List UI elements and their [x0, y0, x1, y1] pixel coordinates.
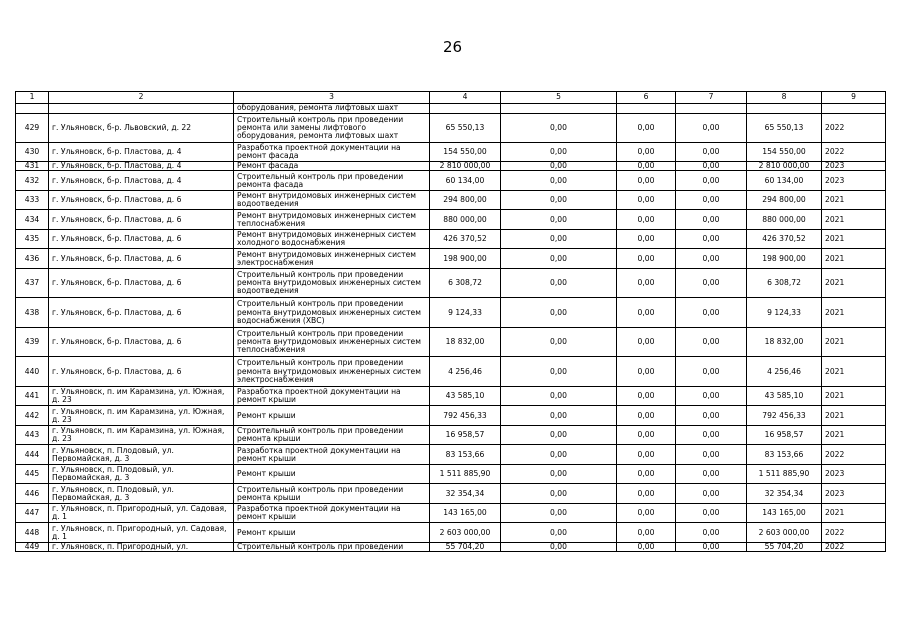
total-cost-cell: 792 456,33 [430, 406, 501, 426]
total-cost-cell: 55 704,20 [430, 543, 501, 552]
regional-budget-cell: 0,00 [617, 114, 676, 143]
table-row [16, 191, 886, 210]
regional-budget-cell: 0,00 [617, 143, 676, 162]
total-cost-cell: 32 354,34 [430, 484, 501, 504]
address-cell: г. Ульяновск, б-р. Пластова, д. 6 [49, 191, 234, 210]
year-cell: 2021 [822, 387, 886, 406]
continuation-row [16, 104, 886, 114]
fund-cell: 0,00 [501, 269, 617, 298]
fund-cell: 0,00 [501, 171, 617, 191]
row-number: 441 [16, 387, 49, 406]
local-budget-cell: 0,00 [676, 143, 747, 162]
owners-funds-cell: 154 550,00 [747, 143, 822, 162]
table-row [16, 171, 886, 191]
row-number: 429 [16, 114, 49, 143]
owners-funds-cell: 83 153,66 [747, 445, 822, 465]
work-type-cell: Строительный контроль при проведении ремонта внутридомовых инженерных систем водоотведения [234, 269, 430, 298]
year-cell: 2021 [822, 298, 886, 328]
table-row [16, 445, 886, 465]
table-row [16, 143, 886, 162]
work-type-cell: Ремонт внутридомовых инженерных систем водоотведения [234, 191, 430, 210]
address-cell: г. Ульяновск, б-р. Пластова, д. 4 [49, 171, 234, 191]
continuation-cell-8 [747, 104, 822, 114]
work-type-cell: Ремонт крыши [234, 523, 430, 543]
continuation-cell-5 [501, 104, 617, 114]
work-type-cell: Строительный контроль при проведении ремонта внутридомовых инженерных систем теплоснабжения [234, 328, 430, 357]
total-cost-cell: 880 000,00 [430, 210, 501, 230]
table-body [16, 104, 886, 552]
address-cell: г. Ульяновск, п. Плодовый, ул. Первомайская, д. 3 [49, 445, 234, 465]
address-cell: г. Ульяновск, п. им Карамзина, ул. Южная, д. 23 [49, 426, 234, 445]
column-header-8: 8 [747, 92, 822, 104]
year-cell: 2021 [822, 504, 886, 523]
owners-funds-cell: 18 832,00 [747, 328, 822, 357]
address-cell: г. Ульяновск, б-р. Пластова, д. 6 [49, 210, 234, 230]
owners-funds-cell: 792 456,33 [747, 406, 822, 426]
work-type-cell: Разработка проектной документации на ремонт фасада [234, 143, 430, 162]
year-cell: 2021 [822, 328, 886, 357]
year-cell: 2021 [822, 230, 886, 249]
address-cell: г. Ульяновск, б-р. Пластова, д. 6 [49, 249, 234, 269]
fund-cell: 0,00 [501, 465, 617, 484]
table-row [16, 465, 886, 484]
row-number: 433 [16, 191, 49, 210]
year-cell: 2021 [822, 191, 886, 210]
work-type-cell: Ремонт внутридомовых инженерных систем электроснабжения [234, 249, 430, 269]
row-number: 446 [16, 484, 49, 504]
table-row [16, 269, 886, 298]
local-budget-cell: 0,00 [676, 298, 747, 328]
address-cell: г. Ульяновск, б-р. Львовский, д. 22 [49, 114, 234, 143]
total-cost-cell: 16 958,57 [430, 426, 501, 445]
work-type-cell: Строительный контроль при проведении ремонта фасада [234, 171, 430, 191]
fund-cell: 0,00 [501, 191, 617, 210]
year-cell: 2021 [822, 357, 886, 387]
regional-budget-cell: 0,00 [617, 249, 676, 269]
table-row [16, 543, 886, 552]
owners-funds-cell: 4 256,46 [747, 357, 822, 387]
regional-budget-cell: 0,00 [617, 523, 676, 543]
owners-funds-cell: 65 550,13 [747, 114, 822, 143]
work-type-cell: Строительный контроль при проведении [234, 543, 430, 552]
owners-funds-cell: 32 354,34 [747, 484, 822, 504]
local-budget-cell: 0,00 [676, 406, 747, 426]
total-cost-cell: 43 585,10 [430, 387, 501, 406]
local-budget-cell: 0,00 [676, 328, 747, 357]
regional-budget-cell: 0,00 [617, 387, 676, 406]
regional-budget-cell: 0,00 [617, 543, 676, 552]
address-cell: г. Ульяновск, п. им Карамзина, ул. Южная, д. 23 [49, 387, 234, 406]
table-row [16, 504, 886, 523]
row-number: 432 [16, 171, 49, 191]
work-type-cell: Строительный контроль при проведении ремонта крыши [234, 426, 430, 445]
fund-cell: 0,00 [501, 162, 617, 171]
regional-budget-cell: 0,00 [617, 269, 676, 298]
column-header-7: 7 [676, 92, 747, 104]
local-budget-cell: 0,00 [676, 269, 747, 298]
table-row [16, 249, 886, 269]
table-row [16, 357, 886, 387]
row-number: 440 [16, 357, 49, 387]
table-row [16, 523, 886, 543]
row-number: 439 [16, 328, 49, 357]
table-row [16, 484, 886, 504]
regional-budget-cell: 0,00 [617, 298, 676, 328]
fund-cell: 0,00 [501, 406, 617, 426]
fund-cell: 0,00 [501, 143, 617, 162]
total-cost-cell: 65 550,13 [430, 114, 501, 143]
total-cost-cell: 426 370,52 [430, 230, 501, 249]
owners-funds-cell: 426 370,52 [747, 230, 822, 249]
table-row [16, 230, 886, 249]
local-budget-cell: 0,00 [676, 114, 747, 143]
fund-cell: 0,00 [501, 357, 617, 387]
total-cost-cell: 198 900,00 [430, 249, 501, 269]
work-type-cell: Ремонт внутридомовых инженерных систем холодного водоснабжения [234, 230, 430, 249]
table-header [16, 92, 886, 104]
local-budget-cell: 0,00 [676, 357, 747, 387]
total-cost-cell: 143 165,00 [430, 504, 501, 523]
regional-budget-cell: 0,00 [617, 357, 676, 387]
column-header-4: 4 [430, 92, 501, 104]
table-row [16, 328, 886, 357]
row-number: 443 [16, 426, 49, 445]
work-type-cell: Ремонт крыши [234, 465, 430, 484]
total-cost-cell: 1 511 885,90 [430, 465, 501, 484]
address-cell: г. Ульяновск, б-р. Пластова, д. 4 [49, 143, 234, 162]
column-header-9: 9 [822, 92, 886, 104]
local-budget-cell: 0,00 [676, 445, 747, 465]
address-cell: г. Ульяновск, б-р. Пластова, д. 6 [49, 328, 234, 357]
owners-funds-cell: 16 958,57 [747, 426, 822, 445]
owners-funds-cell: 1 511 885,90 [747, 465, 822, 484]
column-header-1: 1 [16, 92, 49, 104]
row-number: 430 [16, 143, 49, 162]
regional-budget-cell: 0,00 [617, 465, 676, 484]
table-row [16, 406, 886, 426]
total-cost-cell: 6 308,72 [430, 269, 501, 298]
regional-budget-cell: 0,00 [617, 230, 676, 249]
local-budget-cell: 0,00 [676, 504, 747, 523]
total-cost-cell: 9 124,33 [430, 298, 501, 328]
address-cell: г. Ульяновск, б-р. Пластова, д. 6 [49, 230, 234, 249]
row-number: 442 [16, 406, 49, 426]
table-row [16, 387, 886, 406]
local-budget-cell: 0,00 [676, 210, 747, 230]
fund-cell: 0,00 [501, 543, 617, 552]
table-row [16, 162, 886, 171]
address-cell: г. Ульяновск, п. Пригородный, ул. [49, 543, 234, 552]
work-type-cell: Ремонт крыши [234, 406, 430, 426]
address-cell: г. Ульяновск, п. Пригородный, ул. Садовая, д. 1 [49, 523, 234, 543]
total-cost-cell: 2 810 000,00 [430, 162, 501, 171]
work-type-cell: Ремонт фасада [234, 162, 430, 171]
owners-funds-cell: 880 000,00 [747, 210, 822, 230]
column-header-6: 6 [617, 92, 676, 104]
local-budget-cell: 0,00 [676, 426, 747, 445]
owners-funds-cell: 60 134,00 [747, 171, 822, 191]
owners-funds-cell: 55 704,20 [747, 543, 822, 552]
fund-cell: 0,00 [501, 445, 617, 465]
year-cell: 2022 [822, 445, 886, 465]
year-cell: 2023 [822, 484, 886, 504]
regional-budget-cell: 0,00 [617, 426, 676, 445]
year-cell: 2021 [822, 210, 886, 230]
continuation-work-text: оборудования, ремонта лифтовых шахт [234, 104, 430, 114]
table-row [16, 210, 886, 230]
local-budget-cell: 0,00 [676, 387, 747, 406]
year-cell: 2022 [822, 543, 886, 552]
owners-funds-cell: 198 900,00 [747, 249, 822, 269]
row-number: 447 [16, 504, 49, 523]
owners-funds-cell: 6 308,72 [747, 269, 822, 298]
year-cell: 2021 [822, 249, 886, 269]
table-row [16, 114, 886, 143]
year-cell: 2022 [822, 114, 886, 143]
address-cell: г. Ульяновск, п. Плодовый, ул. Первомайская, д. 3 [49, 465, 234, 484]
owners-funds-cell: 2 810 000,00 [747, 162, 822, 171]
column-header-3: 3 [234, 92, 430, 104]
work-type-cell: Строительный контроль при проведении ремонта крыши [234, 484, 430, 504]
local-budget-cell: 0,00 [676, 523, 747, 543]
address-cell: г. Ульяновск, п. Плодовый, ул. Первомайская, д. 3 [49, 484, 234, 504]
row-number: 448 [16, 523, 49, 543]
fund-cell: 0,00 [501, 230, 617, 249]
local-budget-cell: 0,00 [676, 191, 747, 210]
owners-funds-cell: 9 124,33 [747, 298, 822, 328]
local-budget-cell: 0,00 [676, 162, 747, 171]
year-cell: 2021 [822, 426, 886, 445]
row-number: 445 [16, 465, 49, 484]
table-row [16, 426, 886, 445]
header-row [16, 92, 886, 104]
address-cell: г. Ульяновск, б-р. Пластова, д. 6 [49, 269, 234, 298]
year-cell: 2022 [822, 143, 886, 162]
total-cost-cell: 2 603 000,00 [430, 523, 501, 543]
local-budget-cell: 0,00 [676, 543, 747, 552]
address-cell: г. Ульяновск, б-р. Пластова, д. 4 [49, 162, 234, 171]
year-cell: 2023 [822, 465, 886, 484]
regional-budget-cell: 0,00 [617, 406, 676, 426]
work-type-cell: Строительный контроль при проведении ремонта или замены лифтового оборудования, ремонта лифтовых шахт [234, 114, 430, 143]
year-cell: 2023 [822, 162, 886, 171]
row-number: 444 [16, 445, 49, 465]
column-header-5: 5 [501, 92, 617, 104]
total-cost-cell: 154 550,00 [430, 143, 501, 162]
fund-cell: 0,00 [501, 328, 617, 357]
year-cell: 2021 [822, 406, 886, 426]
owners-funds-cell: 2 603 000,00 [747, 523, 822, 543]
continuation-cell-9 [822, 104, 886, 114]
total-cost-cell: 60 134,00 [430, 171, 501, 191]
local-budget-cell: 0,00 [676, 465, 747, 484]
row-number: 435 [16, 230, 49, 249]
row-number: 438 [16, 298, 49, 328]
page-number: 26 [442, 38, 463, 56]
fund-cell: 0,00 [501, 114, 617, 143]
local-budget-cell: 0,00 [676, 230, 747, 249]
row-number: 434 [16, 210, 49, 230]
address-cell: г. Ульяновск, б-р. Пластова, д. 6 [49, 357, 234, 387]
repair-program-table [15, 91, 886, 552]
continuation-cell-1 [16, 104, 49, 114]
year-cell: 2023 [822, 171, 886, 191]
year-cell: 2021 [822, 269, 886, 298]
fund-cell: 0,00 [501, 387, 617, 406]
continuation-cell-4 [430, 104, 501, 114]
regional-budget-cell: 0,00 [617, 171, 676, 191]
local-budget-cell: 0,00 [676, 249, 747, 269]
local-budget-cell: 0,00 [676, 171, 747, 191]
owners-funds-cell: 43 585,10 [747, 387, 822, 406]
address-cell: г. Ульяновск, п. им Карамзина, ул. Южная, д. 23 [49, 406, 234, 426]
regional-budget-cell: 0,00 [617, 162, 676, 171]
work-type-cell: Разработка проектной документации на ремонт крыши [234, 504, 430, 523]
regional-budget-cell: 0,00 [617, 445, 676, 465]
fund-cell: 0,00 [501, 210, 617, 230]
fund-cell: 0,00 [501, 298, 617, 328]
work-type-cell: Строительный контроль при проведении ремонта внутридомовых инженерных систем электроснабжения [234, 357, 430, 387]
continuation-cell-6 [617, 104, 676, 114]
regional-budget-cell: 0,00 [617, 210, 676, 230]
owners-funds-cell: 143 165,00 [747, 504, 822, 523]
address-cell: г. Ульяновск, п. Пригородный, ул. Садовая, д. 1 [49, 504, 234, 523]
table-row [16, 298, 886, 328]
row-number: 431 [16, 162, 49, 171]
row-number: 437 [16, 269, 49, 298]
work-type-cell: Разработка проектной документации на ремонт крыши [234, 387, 430, 406]
total-cost-cell: 83 153,66 [430, 445, 501, 465]
address-cell: г. Ульяновск, б-р. Пластова, д. 6 [49, 298, 234, 328]
local-budget-cell: 0,00 [676, 484, 747, 504]
regional-budget-cell: 0,00 [617, 484, 676, 504]
total-cost-cell: 294 800,00 [430, 191, 501, 210]
fund-cell: 0,00 [501, 249, 617, 269]
total-cost-cell: 18 832,00 [430, 328, 501, 357]
continuation-cell-7 [676, 104, 747, 114]
row-number: 449 [16, 543, 49, 552]
fund-cell: 0,00 [501, 484, 617, 504]
total-cost-cell: 4 256,46 [430, 357, 501, 387]
column-header-2: 2 [49, 92, 234, 104]
row-number: 436 [16, 249, 49, 269]
regional-budget-cell: 0,00 [617, 504, 676, 523]
fund-cell: 0,00 [501, 504, 617, 523]
fund-cell: 0,00 [501, 426, 617, 445]
work-type-cell: Разработка проектной документации на ремонт крыши [234, 445, 430, 465]
continuation-cell-2 [49, 104, 234, 114]
regional-budget-cell: 0,00 [617, 191, 676, 210]
work-type-cell: Ремонт внутридомовых инженерных систем теплоснабжения [234, 210, 430, 230]
fund-cell: 0,00 [501, 523, 617, 543]
regional-budget-cell: 0,00 [617, 328, 676, 357]
owners-funds-cell: 294 800,00 [747, 191, 822, 210]
year-cell: 2022 [822, 523, 886, 543]
work-type-cell: Строительный контроль при проведении ремонта внутридомовых инженерных систем водоснабжения (ХВС) [234, 298, 430, 328]
